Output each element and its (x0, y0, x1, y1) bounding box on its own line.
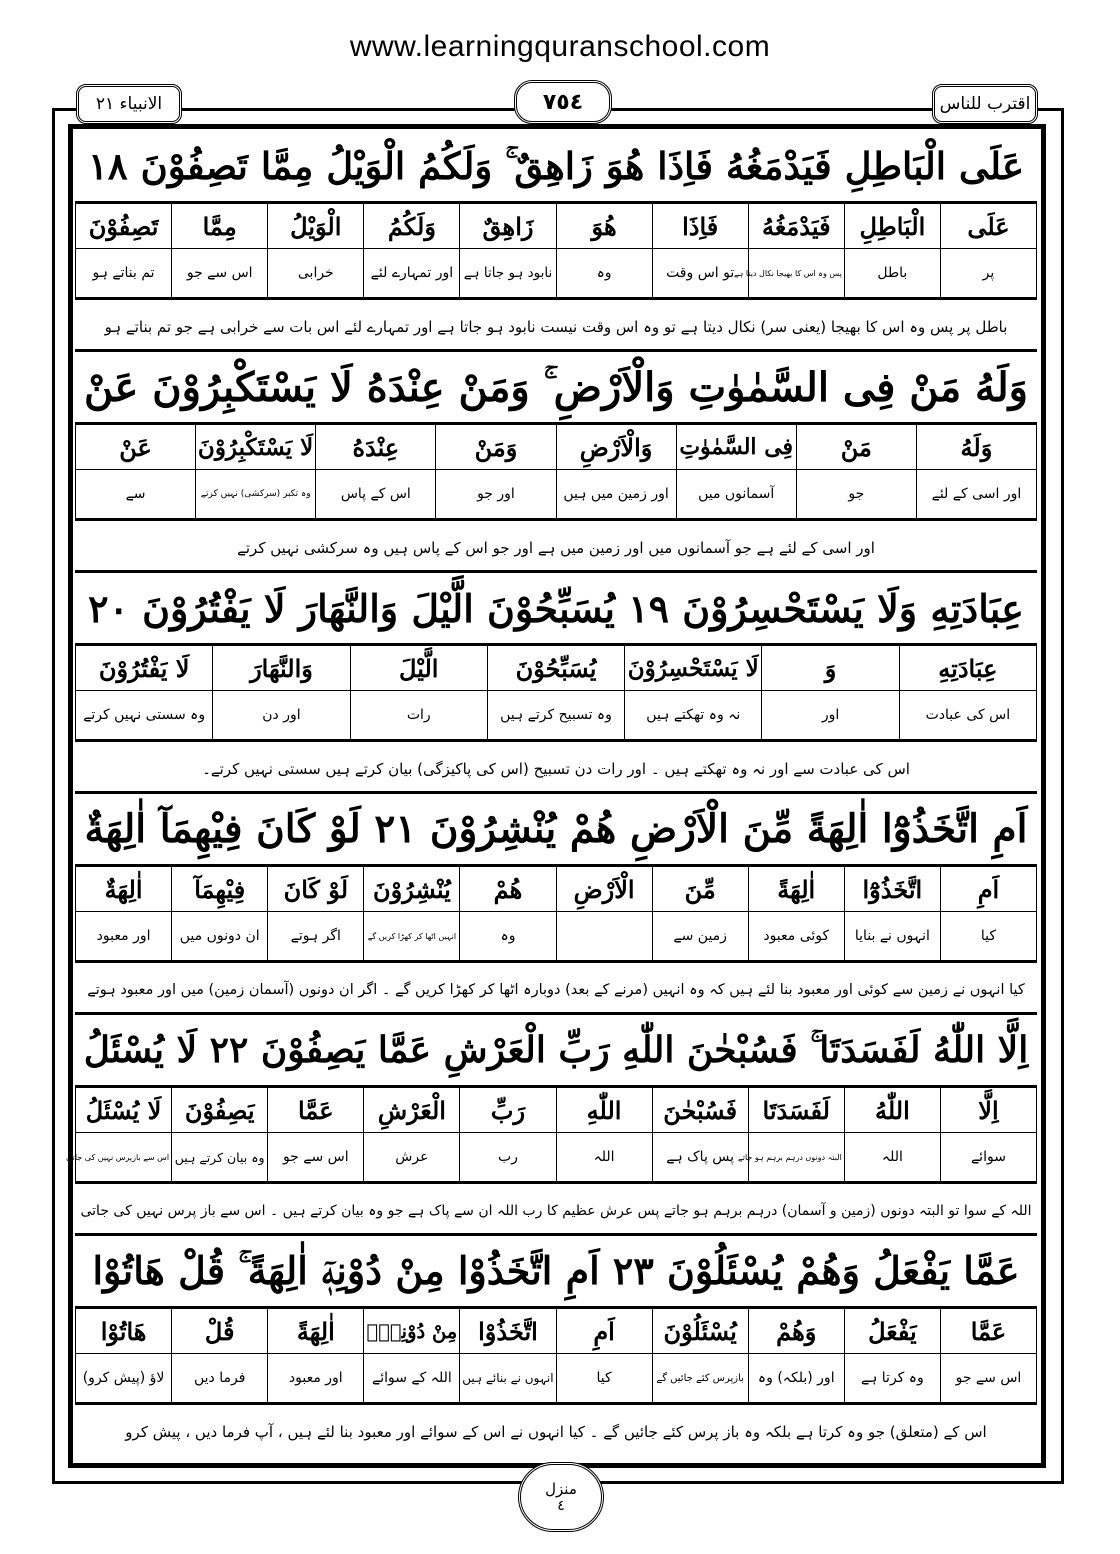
arabic-word: اللّٰهُ (844, 1088, 940, 1133)
arabic-word: اٰلِهَةً (748, 867, 844, 912)
arabic-word: اَمِ (556, 1309, 652, 1354)
urdu-meaning: کیا (940, 912, 1036, 961)
urdu-meaning: ان دونوں میں (172, 912, 268, 961)
arabic-word: وَ (762, 646, 899, 691)
arabic-word: لَا يَسْتَحْسِرُوْنَ (625, 646, 762, 691)
urdu-meanings-row (76, 912, 1037, 961)
urdu-meaning: اللہ (844, 1133, 940, 1182)
verse-block (75, 352, 1037, 573)
urdu-meaning: انہوں نے بنائے ہیں (460, 1354, 556, 1403)
urdu-meaning: اور (بلکہ) وہ (748, 1354, 844, 1403)
arabic-word: وَالنَّهَارَ (213, 646, 350, 691)
arabic-word: الْعَرْشِ (364, 1088, 460, 1133)
urdu-meaning: آسمانوں میں (676, 470, 796, 519)
urdu-meaning: لاؤ (پیش کرو) (76, 1354, 172, 1403)
urdu-meaning: اس سے جو (268, 1133, 364, 1182)
urdu-meaning: فرما دیں (172, 1354, 268, 1403)
urdu-meaning: وہ سستی نہیں کرتے (76, 691, 213, 740)
arabic-word: يُسْئَلُوْنَ (652, 1309, 748, 1354)
urdu-meaning: جو (796, 470, 916, 519)
urdu-meaning: اس سے جو (940, 1354, 1036, 1403)
arabic-word: وَالْاَرْضِ (556, 425, 676, 470)
arabic-word: زَاهِقٌ (460, 204, 556, 249)
arabic-words-row (76, 425, 1037, 470)
arabic-word: لَفَسَدَتَا (748, 1088, 844, 1133)
urdu-meaning: وہ بیان کرتے ہیں (172, 1133, 268, 1182)
arabic-word: عَنْ (76, 425, 196, 470)
urdu-meaning: وہ (460, 912, 556, 961)
arabic-word: وَمَنْ (436, 425, 556, 470)
manzil-label: منزل (545, 1480, 577, 1498)
urdu-meanings-row (76, 1354, 1037, 1403)
arabic-word: عِنْدَهُ (316, 425, 436, 470)
arabic-word: الْبَاطِلِ (844, 204, 940, 249)
urdu-meaning: اور اسی کے لئے (916, 470, 1036, 519)
arabic-word: لَا يُسْئَلُ (76, 1088, 172, 1133)
arabic-words-row (76, 204, 1037, 249)
urdu-meaning: بازپرس کئے جائیں گے (652, 1354, 748, 1403)
urdu-meanings-row (76, 470, 1037, 519)
urdu-meaning: زمین سے (652, 912, 748, 961)
word-meaning-table (75, 1308, 1037, 1403)
arabic-word: عَلَى (940, 204, 1036, 249)
urdu-meanings-row (76, 691, 1037, 740)
arabic-word: اتَّخَذُوْٓا (844, 867, 940, 912)
arabic-word: وَلَهُ (916, 425, 1036, 470)
ayah-text: عَمَّا يَفْعَلُ وَهُمْ يُسْئَلُوْنَ ٢٣ اَمِ اتَّخَذُوْا مِنْ دُوْنِهٖٓ اٰلِهَةً ۚ قُلْ هَاتُوْا (92, 1248, 1020, 1293)
urdu-meaning: اور زمین میں ہیں (556, 470, 676, 519)
verse-content (65, 131, 1037, 1459)
arabic-words-row (76, 1309, 1037, 1354)
arabic-word: اللّٰهِ (556, 1088, 652, 1133)
arabic-word: اَمِ (940, 867, 1036, 912)
urdu-meaning: اس سے بازپرس نہیں کی جاتی (76, 1133, 172, 1182)
urdu-meaning: اس کی عبادت (899, 691, 1036, 740)
arabic-word: فَيَدْمَغُهُ (748, 204, 844, 249)
ayah-line (75, 352, 1037, 424)
arabic-word: عِبَادَتِهِ (899, 646, 1036, 691)
arabic-word: تَصِفُوْنَ (76, 204, 172, 249)
page-number: ٧٥٤ (514, 80, 612, 124)
urdu-meaning: رب (460, 1133, 556, 1182)
urdu-meaning: وہ (556, 249, 652, 298)
urdu-meaning: عرش (364, 1133, 460, 1182)
arabic-word: اٰلِهَةٌ (76, 867, 172, 912)
urdu-meaning: اور معبود (76, 912, 172, 961)
urdu-meaning: اور معبود (268, 1354, 364, 1403)
arabic-word: اِلَّا (940, 1088, 1036, 1133)
urdu-translation: کیا انہوں نے زمین سے کوئی اور معبود بنا لئے ہیں کہ وہ انہیں (مرنے کے بعد) دوبارہ اٹھا کر کھڑا کریں گے ۔ اگر ان دونوں (آسمان زمین) میں اور معبود ہوتے (75, 961, 1037, 1016)
manzil-number: ٤ (557, 1498, 565, 1514)
arabic-word: فِى السَّمٰوٰتِ (676, 425, 796, 470)
urdu-meaning (556, 912, 652, 961)
manzil-badge (518, 1462, 604, 1532)
ayah-text: عَلَى الْبَاطِلِ فَيَدْمَغُهُ فَاِذَا هُوَ زَاهِقٌ ۚ وَلَكُمُ الْوَيْلُ مِمَّا تَصِفُوْنَ ١٨ (87, 143, 1025, 188)
word-meaning-table (75, 424, 1037, 519)
ayah-text: وَلَهُ مَنْ فِى السَّمٰوٰتِ وَالْاَرْضِ ۚ وَمَنْ عِنْدَهُ لَا يَسْتَكْبِرُوْنَ عَنْ (84, 363, 1028, 411)
urdu-meaning: اور (762, 691, 899, 740)
arabic-words-row (76, 1088, 1037, 1133)
urdu-meaning: سے (76, 470, 196, 519)
urdu-meaning: انہوں نے بنایا (844, 912, 940, 961)
arabic-word: رَبِّ (460, 1088, 556, 1133)
arabic-word: يَفْعَلُ (844, 1309, 940, 1354)
urdu-translation: باطل پر پس وہ اس کا بھیجا (یعنی سر) نکال دیتا ہے تو وہ اس وقت نیست نابود ہو جاتا ہے اور تمہارے لئے اس بات سے خرابی ہے جو تم بناتے ہو (75, 298, 1037, 353)
arabic-word: فِيْهِمَآ (172, 867, 268, 912)
verse-block (75, 131, 1037, 352)
urdu-meaning: اور تمہارے لئے (364, 249, 460, 298)
verse-block (65, 1015, 1037, 1236)
urdu-meaning: کیا (556, 1354, 652, 1403)
ayah-text: اَمِ اتَّخَذُوْٓا اٰلِهَةً مِّنَ الْاَرْضِ هُمْ يُنْشِرُوْنَ ٢١ لَوْ كَانَ فِيْهِمَآ اٰلِهَةٌ (84, 806, 1028, 852)
urdu-meaning: البتہ دونوں درہم برہم ہو جاتے (748, 1133, 844, 1182)
arabic-word: وَهُمْ (748, 1309, 844, 1354)
ayah-line (75, 573, 1037, 645)
ayah-line (75, 1015, 1037, 1087)
arabic-word: الْوَيْلُ (268, 204, 364, 249)
arabic-word: قُلْ (172, 1309, 268, 1354)
urdu-meaning: نابود ہو جاتا ہے (460, 249, 556, 298)
urdu-meaning: تم بناتے ہو (76, 249, 172, 298)
arabic-word: مِّنَ (652, 867, 748, 912)
arabic-word: لَوْ كَانَ (268, 867, 364, 912)
urdu-translation: اور اسی کے لئے ہے جو آسمانوں میں اور زمین میں ہے اور جو اس کے پاس ہیں وہ سرکشی نہیں کرتے (75, 519, 1037, 574)
urdu-translation: اللہ کے سوا تو البتہ دونوں (زمین و آسمان) درہم برہم ہو جاتے پس عرش عظیم کا رب اللہ ان سے پاک ہے جو وہ بیان کرتے ہیں ۔ اس سے باز پرس نہیں کی جاتی (75, 1182, 1037, 1237)
ayah-line (75, 794, 1037, 866)
arabic-word: وَلَكُمُ (364, 204, 460, 249)
urdu-meaning: وہ کرتا ہے (844, 1354, 940, 1403)
arabic-word: اٰلِهَةً (268, 1309, 364, 1354)
word-meaning-table (75, 203, 1037, 298)
juz-name-header: اقترب للناس (932, 84, 1038, 124)
arabic-word: عَمَّا (268, 1088, 364, 1133)
verse-block (75, 1236, 1037, 1457)
arabic-word: مَنْ (796, 425, 916, 470)
urdu-meaning: وہ تسبیح کرتے ہیں (487, 691, 624, 740)
verse-block (75, 573, 1037, 794)
arabic-word: عَمَّا (940, 1309, 1036, 1354)
word-meaning-table (65, 1087, 1037, 1182)
urdu-meaning: پس پاک ہے (652, 1133, 748, 1182)
arabic-word: لَا يَفْتُرُوْنَ (76, 646, 213, 691)
urdu-meaning: رات (350, 691, 487, 740)
urdu-meaning: نہ وہ تھکتے ہیں (625, 691, 762, 740)
verse-block (75, 794, 1037, 1015)
arabic-word: الْاَرْضِ (556, 867, 652, 912)
urdu-translation: اس کے (متعلق) جو وہ کرتا ہے بلکہ وہ باز پرس کئے جائیں گے ۔ کیا انہوں نے اس کے سوائے اور معبود بنا لئے ہیں ، آپ فرما دیں ، پیش کرو (75, 1403, 1037, 1458)
urdu-meaning: اللہ (556, 1133, 652, 1182)
arabic-word: فَسُبْحٰنَ (652, 1088, 748, 1133)
urdu-meaning: باطل (844, 249, 940, 298)
urdu-meaning: اور دن (213, 691, 350, 740)
arabic-word: يُسَبِّحُوْنَ (487, 646, 624, 691)
urdu-meaning: اس سے جو (172, 249, 268, 298)
arabic-word: هُمْ (460, 867, 556, 912)
ayah-text: عِبَادَتِهِ وَلَا يَسْتَحْسِرُوْنَ ١٩ يُسَبِّحُوْنَ الَّيْلَ وَالنَّهَارَ لَا يَفْتُرُوْنَ ٢٠ (88, 585, 1024, 631)
arabic-word: مِنْ دُوْنِهٖٓ (364, 1309, 460, 1354)
arabic-word: الَّيْلَ (350, 646, 487, 691)
site-url: www.learningquranschool.com (349, 30, 771, 63)
urdu-meaning: اللہ کے سوائے (364, 1354, 460, 1403)
urdu-meanings-row (76, 249, 1037, 298)
urdu-meaning: پر (940, 249, 1036, 298)
arabic-word: مِمَّا (172, 204, 268, 249)
ayah-line (75, 1236, 1037, 1308)
arabic-word: يَصِفُوْنَ (172, 1088, 268, 1133)
urdu-meaning: کوئی معبود (748, 912, 844, 961)
ayah-line (75, 131, 1037, 203)
ayah-text: اِلَّا اللّٰهُ لَفَسَدَتَا ۚ فَسُبْحٰنَ اللّٰهِ رَبِّ الْعَرْشِ عَمَّا يَصِفُوْنَ ٢٢ لَا يُسْئَلُ (83, 1028, 1029, 1071)
arabic-word: لَا يَسْتَكْبِرُوْنَ (196, 425, 316, 470)
arabic-word: يُنْشِرُوْنَ (364, 867, 460, 912)
urdu-meaning: اور جو (436, 470, 556, 519)
urdu-meanings-row (76, 1133, 1037, 1182)
arabic-word: اتَّخَذُوْا (460, 1309, 556, 1354)
urdu-meaning: خرابی (268, 249, 364, 298)
surah-name-header: الانبياء ٢١ (76, 84, 182, 124)
urdu-meaning: اگر ہوتے (268, 912, 364, 961)
arabic-words-row (76, 646, 1037, 691)
urdu-meaning: وہ تکبر (سرکشی) نہیں کرتے (196, 470, 316, 519)
urdu-meaning: پس وہ اس کا بھیجا نکال دیتا ہے (748, 249, 844, 298)
urdu-meaning: انہیں اٹھا کر کھڑا کریں گے (364, 912, 460, 961)
arabic-words-row (76, 867, 1037, 912)
urdu-meaning: سوائے (940, 1133, 1036, 1182)
urdu-meaning: تو اس وقت (652, 249, 748, 298)
arabic-word: فَاِذَا (652, 204, 748, 249)
arabic-word: هَاتُوْا (76, 1309, 172, 1354)
arabic-word: هُوَ (556, 204, 652, 249)
word-meaning-table (75, 866, 1037, 961)
urdu-meaning: اس کے پاس (316, 470, 436, 519)
word-meaning-table (75, 645, 1037, 740)
urdu-translation: اس کی عبادت سے اور نہ وہ تھکتے ہیں ۔ اور رات دن تسبیح (اس کی پاکیزگی) بیان کرتے ہیں سستی نہیں کرتے۔ (75, 740, 1037, 795)
